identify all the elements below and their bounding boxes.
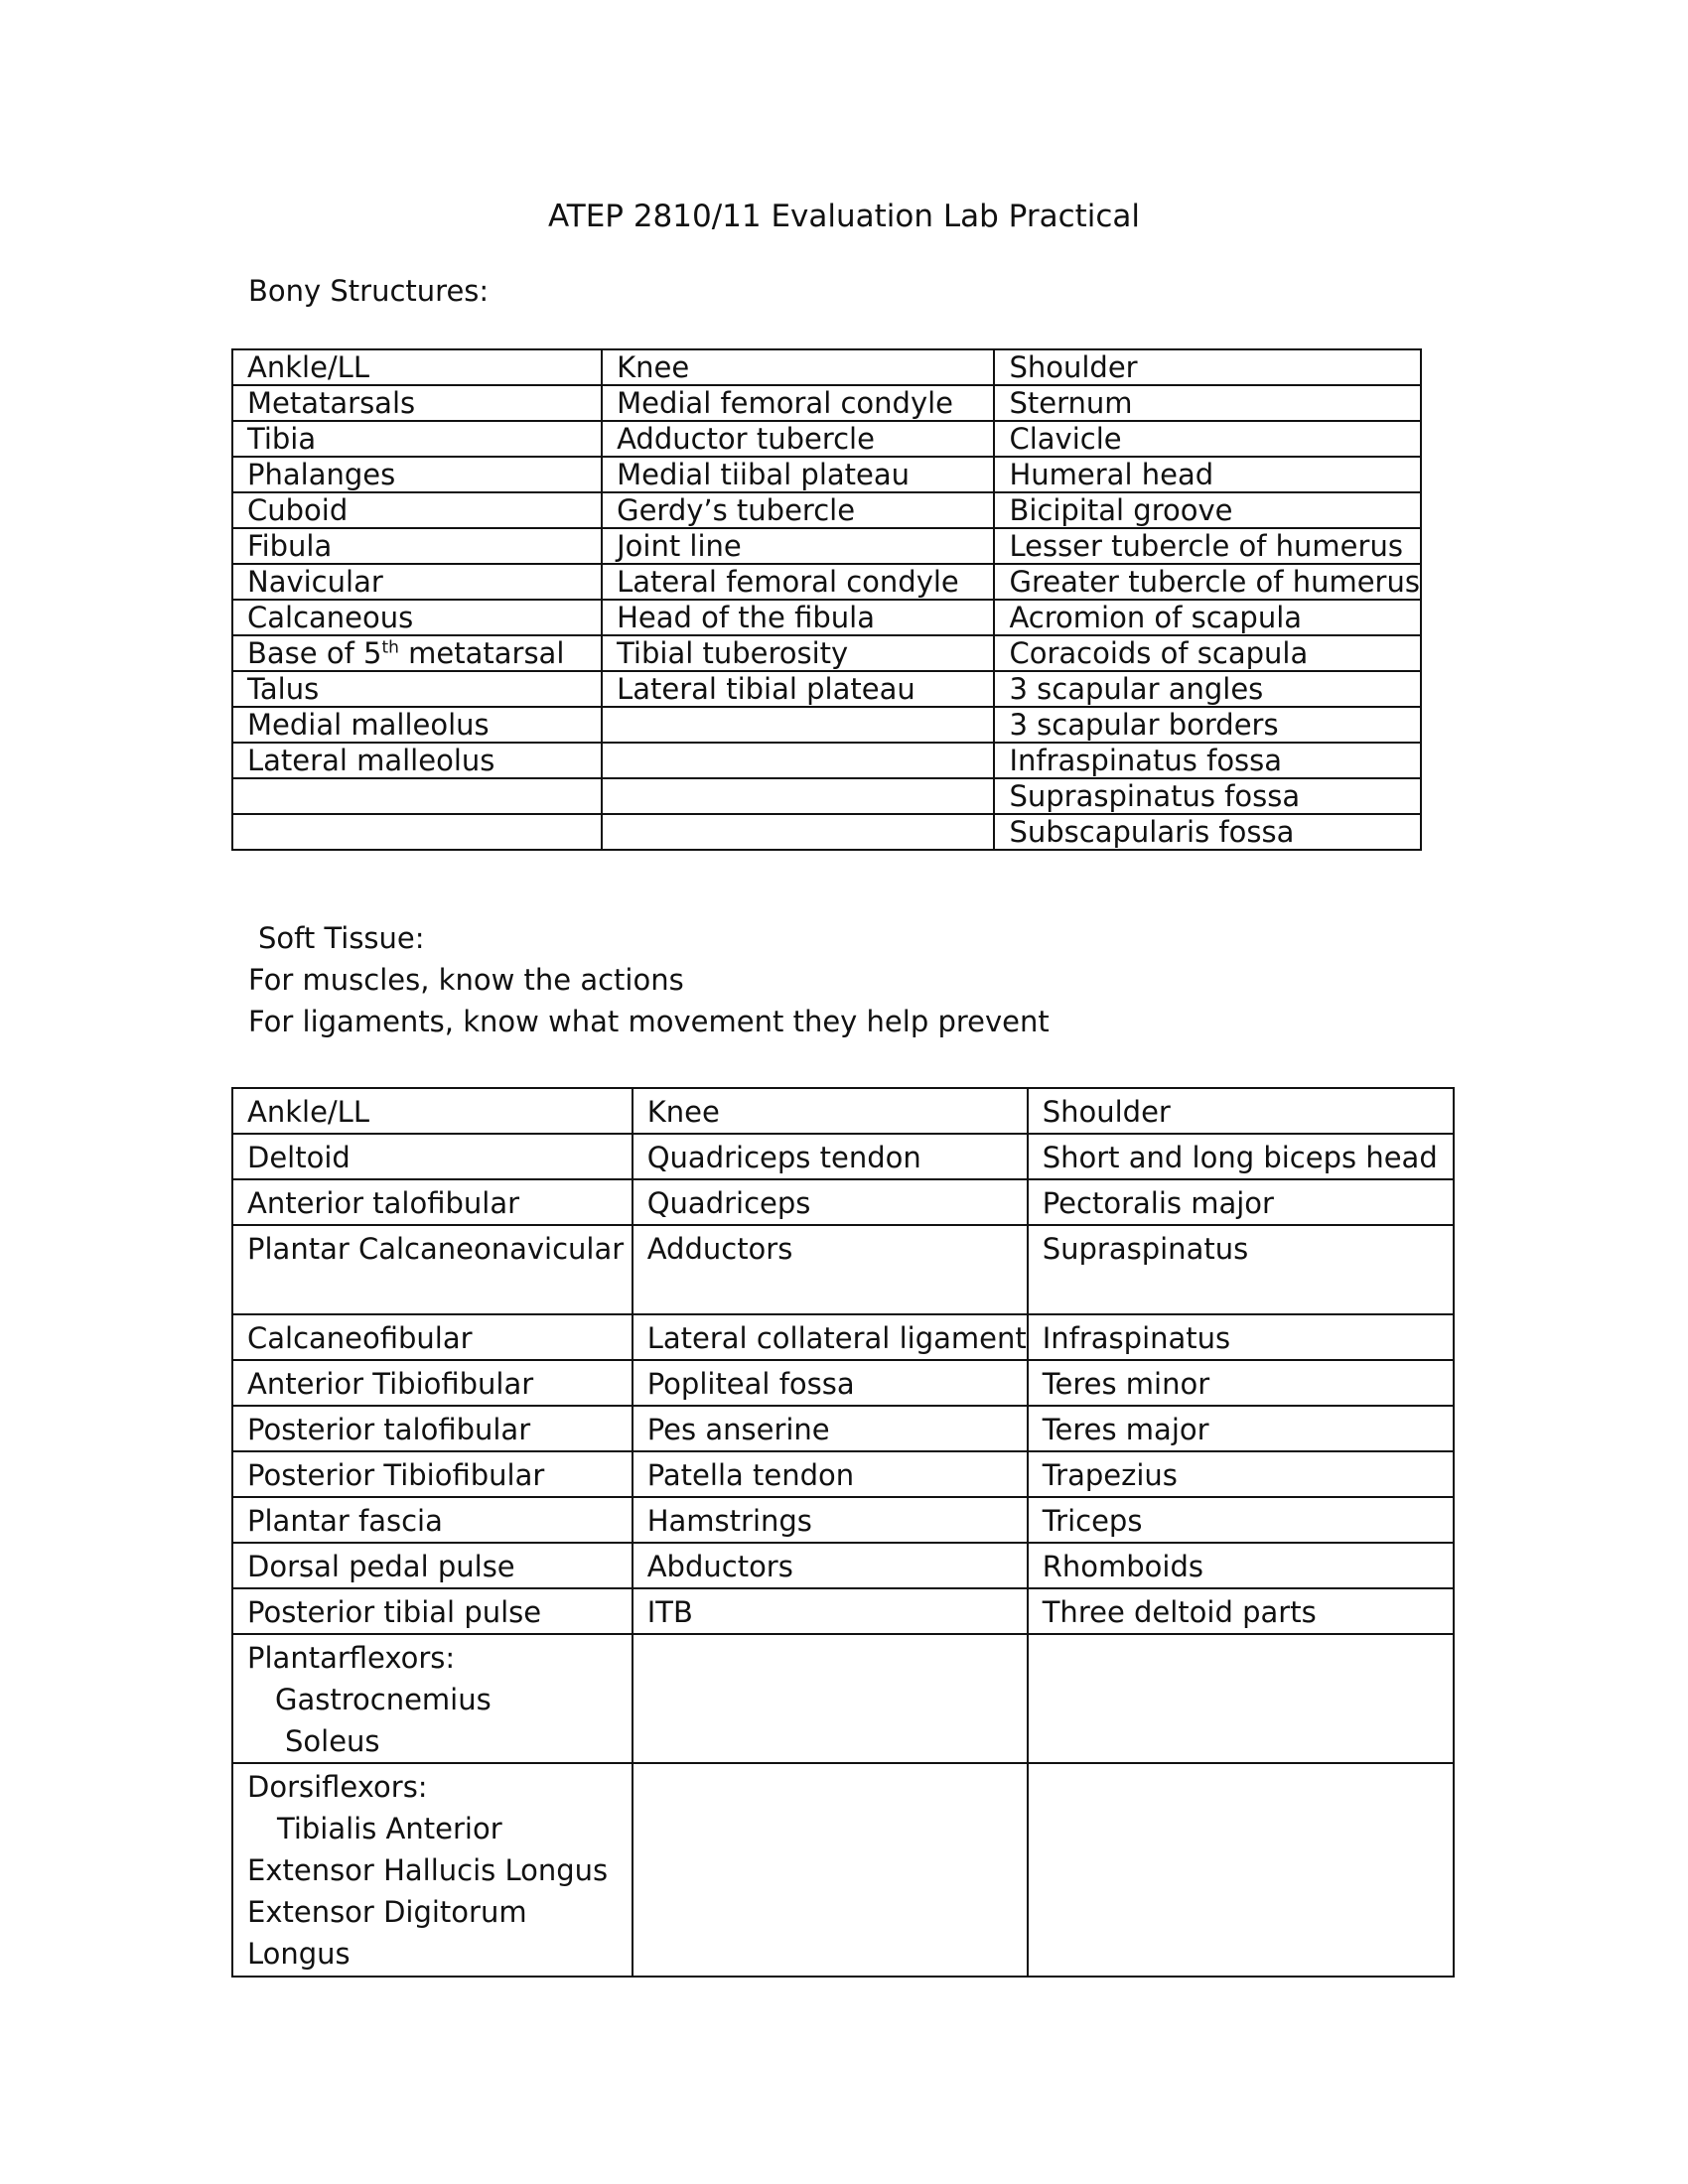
soft-tissue-label: Soft Tissue:	[258, 921, 425, 955]
ankle-cell: Cuboid	[232, 492, 602, 528]
knee-cell: Quadriceps	[633, 1179, 1028, 1225]
table-row	[232, 1497, 1454, 1543]
shoulder-cell: Triceps	[1028, 1497, 1454, 1543]
shoulder-cell	[1028, 1763, 1454, 1977]
ankle-cell: Plantar Calcaneonavicular	[232, 1225, 633, 1314]
shoulder-cell: 3 scapular borders	[994, 707, 1421, 743]
table-row	[232, 635, 1421, 671]
shoulder-cell: Sternum	[994, 385, 1421, 421]
bony-structures-label: Bony Structures:	[248, 274, 490, 308]
shoulder-cell: Supraspinatus	[1028, 1225, 1454, 1314]
ankle-cell: Anterior Tibiofibular	[232, 1360, 633, 1406]
knee-cell: Pes anserine	[633, 1406, 1028, 1451]
table-row	[232, 457, 1421, 492]
dorsiflexors-heading: Dorsiflexors:	[247, 1770, 428, 1804]
table-row	[232, 1543, 1454, 1588]
knee-cell: Medial tiibal plateau	[602, 457, 994, 492]
table-row	[232, 1451, 1454, 1497]
shoulder-cell: Clavicle	[994, 421, 1421, 457]
knee-cell	[602, 743, 994, 778]
plantarflexors-cell	[232, 1634, 633, 1763]
shoulder-cell: Coracoids of scapula	[994, 635, 1421, 671]
ankle-cell: Talus	[232, 671, 602, 707]
ankle-cell: Posterior talofibular	[232, 1406, 633, 1451]
bony-structures-table	[231, 348, 1422, 851]
ankle-cell: Metatarsals	[232, 385, 602, 421]
table-row	[232, 492, 1421, 528]
table-row	[232, 564, 1421, 600]
dorsiflexors-item: Extensor Hallucis Longus	[247, 1853, 609, 1887]
shoulder-cell: Short and long biceps head	[1028, 1134, 1454, 1179]
ankle-cell: Fibula	[232, 528, 602, 564]
soft-header-ankle-cell: Ankle/LL	[232, 1088, 633, 1134]
shoulder-cell: Trapezius	[1028, 1451, 1454, 1497]
ankle-cell: Navicular	[232, 564, 602, 600]
muscles-note: For muscles, know the actions	[248, 963, 684, 997]
ankle-cell	[232, 814, 602, 850]
knee-cell: Patella tendon	[633, 1451, 1028, 1497]
shoulder-cell: Teres major	[1028, 1406, 1454, 1451]
dorsiflexors-cell	[232, 1763, 633, 1977]
knee-cell: Abductors	[633, 1543, 1028, 1588]
ankle-cell: Medial malleolus	[232, 707, 602, 743]
knee-cell: Hamstrings	[633, 1497, 1028, 1543]
ligaments-note: For ligaments, know what movement they help prevent	[248, 1005, 1050, 1038]
knee-cell: Joint line	[602, 528, 994, 564]
shoulder-cell: 3 scapular angles	[994, 671, 1421, 707]
shoulder-cell: Pectoralis major	[1028, 1179, 1454, 1225]
shoulder-cell: Greater tubercle of humerus	[994, 564, 1421, 600]
cell-text: metatarsal	[398, 636, 565, 670]
table-row	[232, 1763, 1454, 1977]
bony-header-ankle-cell: Ankle/LL	[232, 349, 602, 385]
ankle-cell: Posterior Tibiofibular	[232, 1451, 633, 1497]
knee-cell	[633, 1634, 1028, 1763]
bony-header-knee-cell: Knee	[602, 349, 994, 385]
knee-cell: Quadriceps tendon	[633, 1134, 1028, 1179]
ankle-cell: Calcaneous	[232, 600, 602, 635]
dorsiflexors-item: Extensor Digitorum	[247, 1895, 527, 1929]
table-row	[232, 671, 1421, 707]
bony-header-shoulder-cell: Shoulder	[994, 349, 1421, 385]
knee-cell: Lateral collateral ligament	[633, 1314, 1028, 1360]
table-row	[232, 1225, 1454, 1314]
ankle-cell: Calcaneofibular	[232, 1314, 633, 1360]
knee-cell: Medial femoral condyle	[602, 385, 994, 421]
knee-cell: Adductors	[633, 1225, 1028, 1314]
cell-text: Base of 5	[247, 636, 382, 670]
ankle-cell	[232, 778, 602, 814]
table-row	[232, 421, 1421, 457]
table-row	[232, 743, 1421, 778]
knee-cell: Head of the fibula	[602, 600, 994, 635]
table-row	[232, 1634, 1454, 1763]
table-row	[232, 385, 1421, 421]
shoulder-cell: Infraspinatus fossa	[994, 743, 1421, 778]
table-row	[232, 1406, 1454, 1451]
shoulder-cell: Rhomboids	[1028, 1543, 1454, 1588]
bony-header-row	[232, 349, 1421, 385]
ankle-cell: Phalanges	[232, 457, 602, 492]
shoulder-cell	[1028, 1634, 1454, 1763]
soft-tissue-table	[231, 1087, 1455, 1978]
shoulder-cell: Acromion of scapula	[994, 600, 1421, 635]
table-row	[232, 707, 1421, 743]
knee-cell: ITB	[633, 1588, 1028, 1634]
ordinal-suffix: th	[381, 637, 399, 658]
ankle-cell: Deltoid	[232, 1134, 633, 1179]
knee-cell	[602, 814, 994, 850]
soft-header-shoulder-cell: Shoulder	[1028, 1088, 1454, 1134]
table-row	[232, 600, 1421, 635]
knee-cell: Gerdy’s tubercle	[602, 492, 994, 528]
shoulder-cell: Bicipital groove	[994, 492, 1421, 528]
ankle-cell: Plantar fascia	[232, 1497, 633, 1543]
ankle-cell: Dorsal pedal pulse	[232, 1543, 633, 1588]
soft-header-knee-cell: Knee	[633, 1088, 1028, 1134]
knee-cell	[633, 1763, 1028, 1977]
table-row	[232, 778, 1421, 814]
shoulder-cell: Three deltoid parts	[1028, 1588, 1454, 1634]
soft-header-row	[232, 1088, 1454, 1134]
knee-cell	[602, 778, 994, 814]
dorsiflexors-item: Longus	[247, 1937, 351, 1971]
table-row	[232, 1179, 1454, 1225]
shoulder-cell: Supraspinatus fossa	[994, 778, 1421, 814]
knee-cell	[602, 707, 994, 743]
ankle-cell: Posterior tibial pulse	[232, 1588, 633, 1634]
plantarflexors-item: Gastrocnemius	[275, 1683, 492, 1716]
page-title: ATEP 2810/11 Evaluation Lab Practical	[547, 199, 1141, 234]
shoulder-cell: Lesser tubercle of humerus	[994, 528, 1421, 564]
shoulder-cell: Subscapularis fossa	[994, 814, 1421, 850]
dorsiflexors-item: Tibialis Anterior	[277, 1812, 502, 1845]
ankle-cell: Anterior talofibular	[232, 1179, 633, 1225]
knee-cell: Adductor tubercle	[602, 421, 994, 457]
ankle-cell	[232, 635, 602, 671]
ankle-cell: Lateral malleolus	[232, 743, 602, 778]
shoulder-cell: Teres minor	[1028, 1360, 1454, 1406]
knee-cell: Popliteal fossa	[633, 1360, 1028, 1406]
table-row	[232, 1360, 1454, 1406]
table-row	[232, 814, 1421, 850]
table-row	[232, 1314, 1454, 1360]
table-row	[232, 1134, 1454, 1179]
knee-cell: Tibial tuberosity	[602, 635, 994, 671]
table-row	[232, 528, 1421, 564]
plantarflexors-heading: Plantarflexors:	[247, 1641, 456, 1675]
knee-cell: Lateral tibial plateau	[602, 671, 994, 707]
table-row	[232, 1588, 1454, 1634]
ankle-cell: Tibia	[232, 421, 602, 457]
shoulder-cell: Humeral head	[994, 457, 1421, 492]
plantarflexors-item: Soleus	[285, 1724, 380, 1758]
shoulder-cell: Infraspinatus	[1028, 1314, 1454, 1360]
knee-cell: Lateral femoral condyle	[602, 564, 994, 600]
